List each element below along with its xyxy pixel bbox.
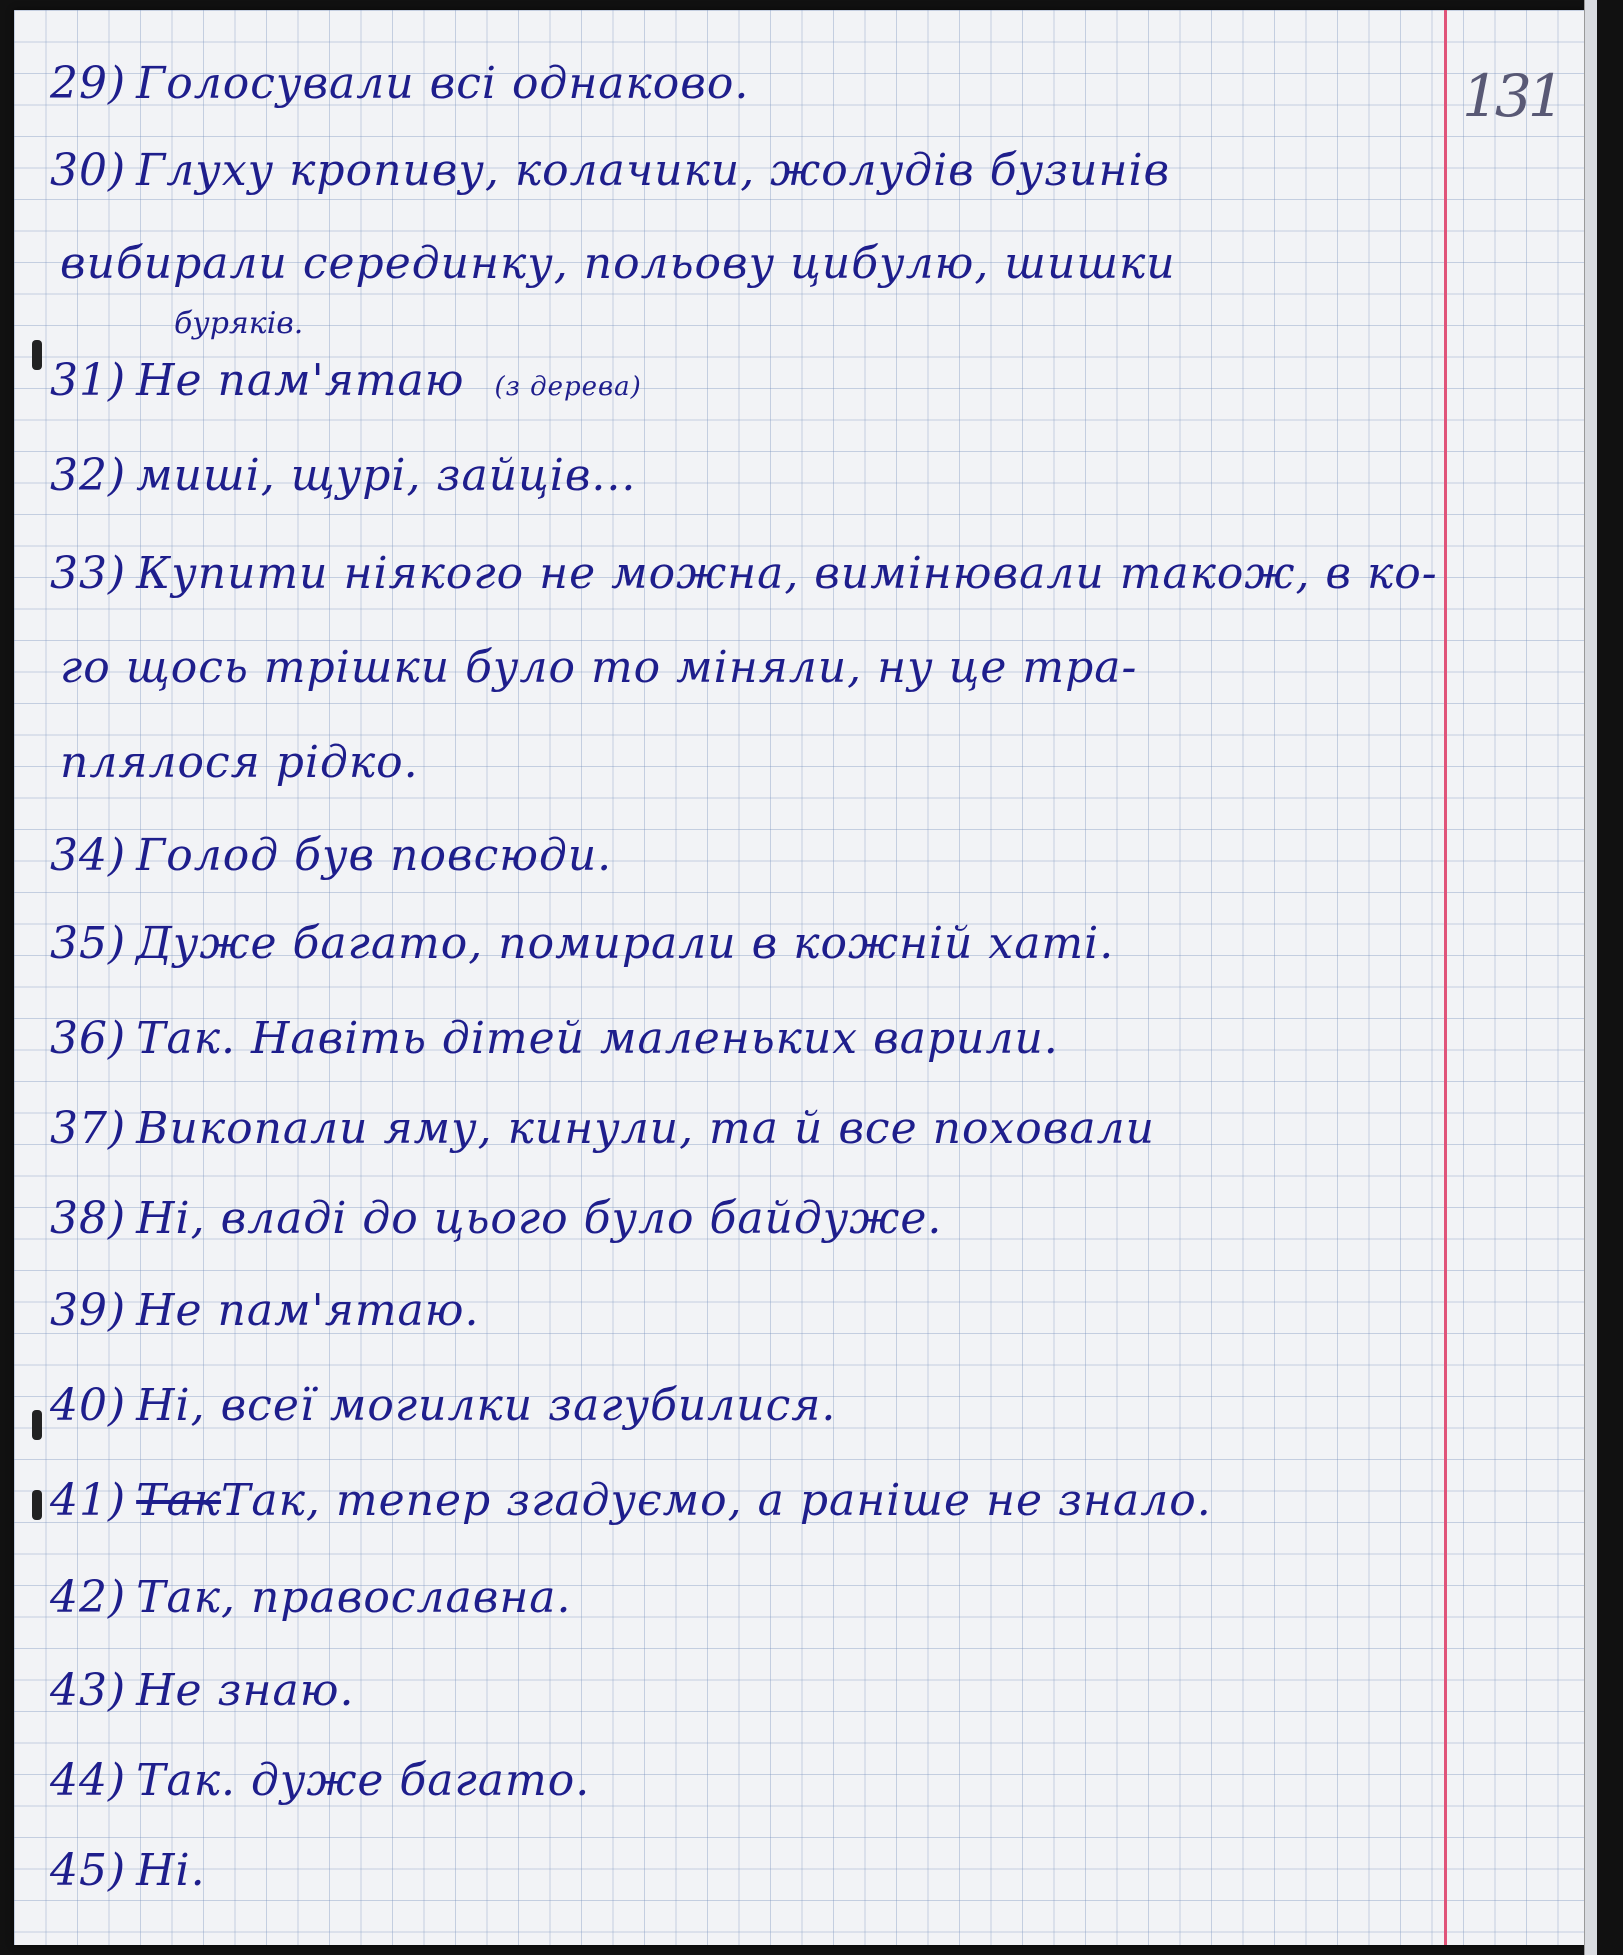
answer-line: плялося рідко. [60, 737, 419, 788]
answer-line: 37) Викопали яму, кинули, та й все поховали [50, 1103, 1155, 1154]
next-sheet-edge [1584, 0, 1597, 1955]
answer-line: 33) Купити ніякого не можна, вимінювали також, в ко- [50, 548, 1438, 599]
answer-line: 29) Голосували всі однаково. [50, 58, 750, 109]
answer-line: вибирали серединку, польову цибулю, шишки [60, 238, 1176, 289]
answer-line: 40) Ні, всеї могилки загубилися. [50, 1380, 837, 1431]
answer-line: 36) Так. Навіть дітей маленьких варили. [50, 1013, 1059, 1064]
answer-line: 31) Не пам'ятаю (з дерева) [50, 355, 642, 406]
answer-line: 42) Так, православна. [50, 1572, 572, 1623]
answer-line: го щось трішки було то міняли, ну це тра- [60, 642, 1138, 693]
page-number: 131 [1462, 62, 1561, 130]
answer-line: 41) ТакТак, тепер згадуємо, а раніше не знало. [50, 1475, 1212, 1526]
answer-line: 38) Ні, владі до цього було байдуже. [50, 1193, 943, 1244]
answer-line: буряків. [174, 306, 304, 341]
answer-line: 44) Так. дуже багато. [50, 1755, 591, 1806]
answer-line: 30) Глуху кропиву, колачики, жолудів бузинів [50, 145, 1171, 196]
answer-line: 39) Не пам'ятаю. [50, 1285, 480, 1336]
answer-line: 32) миші, щурі, зайців... [50, 450, 637, 501]
answer-line: 34) Голод був повсюди. [50, 830, 613, 881]
binding-hole [32, 1410, 42, 1440]
margin-line [1444, 10, 1447, 1945]
answer-line: 35) Дуже багато, помирали в кожній хаті. [50, 918, 1115, 969]
binding-hole [32, 1490, 42, 1520]
notebook-page [14, 10, 1584, 1945]
answer-line: 43) Не знаю. [50, 1665, 355, 1716]
struck-word: Так [136, 1475, 222, 1526]
answer-line: 45) Ні. [50, 1845, 206, 1896]
binding-hole [32, 340, 42, 370]
